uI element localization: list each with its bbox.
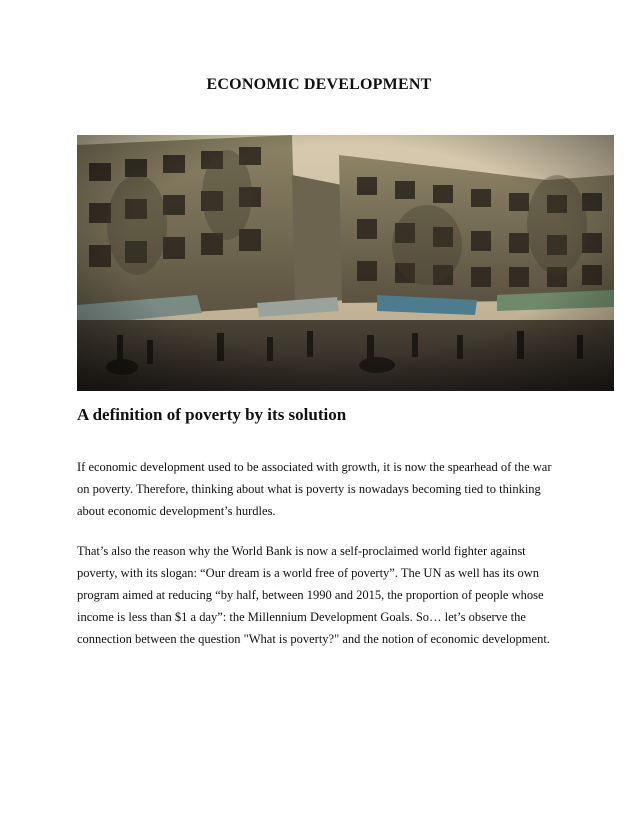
photo-illustration	[77, 135, 614, 391]
page-title: ECONOMIC DEVELOPMENT	[206, 76, 432, 93]
section-heading: A definition of poverty by its solution	[77, 405, 347, 424]
paragraph: That’s also the reason why the World Bank is now a self-proclaimed world fighter against poverty, with its slogan: “Our dream is a world free of poverty”. The UN as well has its own program aimed at reducing “by half, between 1990 and 2015, the proportion of people whose income is less than $1 a day”: the Millennium Development Goals. So… let’s observe the connection between the question "What is poverty?" and the notion of economic development.	[77, 544, 550, 646]
paragraph: If economic development used to be associated with growth, it is now the spearhead of the war on poverty. Therefore, thinking about what is poverty is nowadays becoming tied to thinking about economic development’s hurdles.	[77, 460, 552, 518]
photo-slum-building-icon	[77, 135, 614, 391]
